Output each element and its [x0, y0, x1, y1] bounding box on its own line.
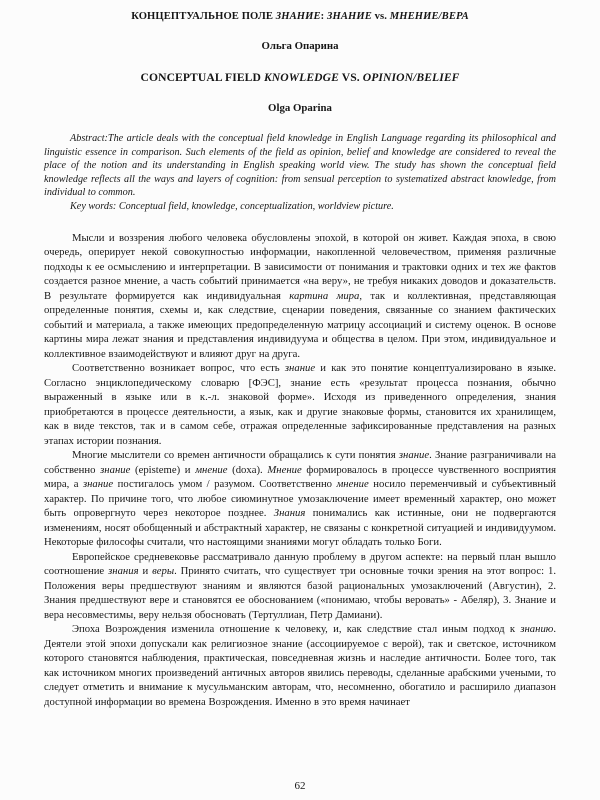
keywords-text: Key words: Conceptual field, knowledge, conceptualization, worldview picture. [70, 200, 394, 212]
title-ru-term-2: ЗНАНИЕ [327, 11, 372, 22]
title-ru-vs: vs. [371, 11, 390, 22]
abstract-text: Abstract:The article deals with the conceptual field knowledge in English Language regarding its philosophical and linguistic essence in comparison. Such elements of the field as opinion, belief and knowledge are considered to reveal the place of the notion and its understanding in English speaking world view. The study has shown the conceptual field knowledge reflects all the ways and layers of cognition: from sensual perception to systematized abstract knowledge, from individual to common. [44, 133, 556, 199]
page-number: 62 [294, 780, 306, 792]
para-2 [44, 361, 556, 448]
para-1 [44, 231, 556, 362]
para-2-run-1: знание [284, 362, 316, 375]
para-3-run-12: носило переменчивый и субъективный характер. По причине того, что любое сиюминутное умозаключение имеет временный характер, оно может быть опровергнуто через некоторое позднее. [44, 478, 556, 520]
para-3-run-0: Многие мыслители со времен античности обращались к сути понятия [72, 449, 399, 462]
page-title-english [44, 71, 556, 84]
title-ru-term-1: ЗНАНИЕ [275, 11, 321, 22]
para-5-run-1: знанию [520, 623, 554, 636]
title-en-prefix: CONCEPTUAL FIELD [140, 71, 264, 85]
para-3-run-11: мнение [336, 478, 369, 491]
title-ru-prefix: КОНЦЕПТУАЛЬНОЕ ПОЛЕ [131, 11, 276, 22]
para-3-run-9: знание [82, 478, 114, 491]
para-3-run-6: (doxa). [227, 463, 268, 476]
para-1-run-2: , так и коллективная, представляющая определенные понятия, схемы и, как следствие, сценарии поведения, связанные со знанием фактических событий и материала, а также имеющих предопределенную матрицу ассоциаций и систему оценок. В основе картины мира лежат знания и представления индивидуума и общества в целом. При этом, индивидуальное и коллективное взаимодействуют и влияют друг на друга. [44, 289, 556, 360]
para-3-run-14: понимались как истинные, они не подвергаются изменениям, носят обобщенный и абстрактный характер, не связаны с конкретной ситуацией и индивидуумом. Некоторые философы считали, что настоящими знаниями могут обладать только Боги. [44, 507, 556, 549]
title-ru-term-3: МНЕНИЕ/ВЕРА [389, 11, 469, 22]
author-russian: Ольга Опарина [261, 40, 339, 53]
body-text [44, 231, 556, 710]
author-english: Olga Oparina [268, 102, 332, 115]
para-4-run-4: . Принято считать, что существует три основные точки зрения на этот вопрос: 1. Положения веры предшествуют знаниям и являются базой рациональных умозаключений (Августин), 2. Знания предшествуют вере и становятся ее обоснованием («понимаю, чтобы веровать» - Абеляр), 3. Знание и вера несовместимы, веру нельзя обосновать (Тертуллиан, Петр Дамиани). [44, 565, 556, 621]
para-5-run-2: . Деятели этой эпохи допускали как религиозное знание (ассоциируемое с верой), так и светское, источником которого становятся наблюдения, практическая, повседневная жизнь и наследие античности. Более того, так как источником многих произведений античных авторов явились переводы, сделанные арабскими учеными, то следует отметить и внимание к мусульманским авторам, что, несомненно, обогатило и расширило диапазон доступной информации во времена Возрождения. Именно в это время начинает [44, 623, 556, 708]
page-title-russian [44, 10, 556, 23]
para-4-run-0: Европейское средневековье рассматривало данную проблему в другом аспекте: на первый план вышло соотношение [44, 550, 556, 578]
para-1-run-0: Мысли и воззрения любого человека обусловлены эпохой, в которой он живет. Каждая эпоха, в свою очередь, оперирует некой совокупностью информации, накопленной человечеством, применяя различные подходы к ее осмыслению и интерпретации. В зависимости от понимания и трактовки одних и тех же фактов создается разное мнение, а часть событий принимается «на веру», не требуя никаких доводов и доказательств. В результате формируется как индивидуальная [44, 231, 556, 302]
para-3 [44, 448, 556, 550]
para-3-run-2: . Знание разграничивали на собственно [44, 449, 556, 476]
title-en-vs: VS. [338, 71, 363, 85]
para-5-run-0: Эпоха Возрождения изменила отношение к человеку, и, как следствие стал иным подход к [72, 623, 521, 636]
para-1-run-1: картина мира [289, 289, 360, 302]
para-3-run-5: мнение [195, 463, 228, 476]
para-3-run-13: Знания [273, 507, 306, 520]
para-3-run-4: (episteme) и [130, 463, 196, 476]
para-3-run-3: знание [100, 463, 131, 476]
para-3-run-7: Мнение [267, 463, 302, 476]
para-2-run-2: и как это понятие концептуализировано в языке. Согласно энциклопедическому словарю [ФЭС], знание есть «результат процесса познания, обычно выраженный в языке или в к.-л. знаковой форме». Исходя из приведенного определения, знания приобретаются в процессе деятельности, а язык, как и другие знаковые формы, становится их хранилищем, как в виде текстов, так и в самом себе, отражая определенные зафиксированные представления на разных этапах истории познания. [44, 362, 556, 447]
para-4-run-3: веры [152, 565, 175, 578]
para-3-run-1: знание [398, 449, 430, 462]
title-en-term-1: KNOWLEDGE [263, 71, 339, 85]
title-ru-separator: : [320, 11, 328, 22]
para-4-run-2: и [138, 565, 153, 578]
para-4-run-1: знания [108, 565, 139, 578]
para-2-run-0: Соответственно возникает вопрос, что есть [72, 362, 285, 375]
para-5 [44, 622, 556, 709]
title-en-term-2: OPINION/BELIEF [362, 71, 460, 85]
para-4 [44, 550, 556, 623]
para-3-run-8: формировалось в процессе чувственного восприятия мира, а [44, 463, 556, 491]
para-3-run-10: постигалось умом / разумом. Соответственно [113, 478, 337, 491]
